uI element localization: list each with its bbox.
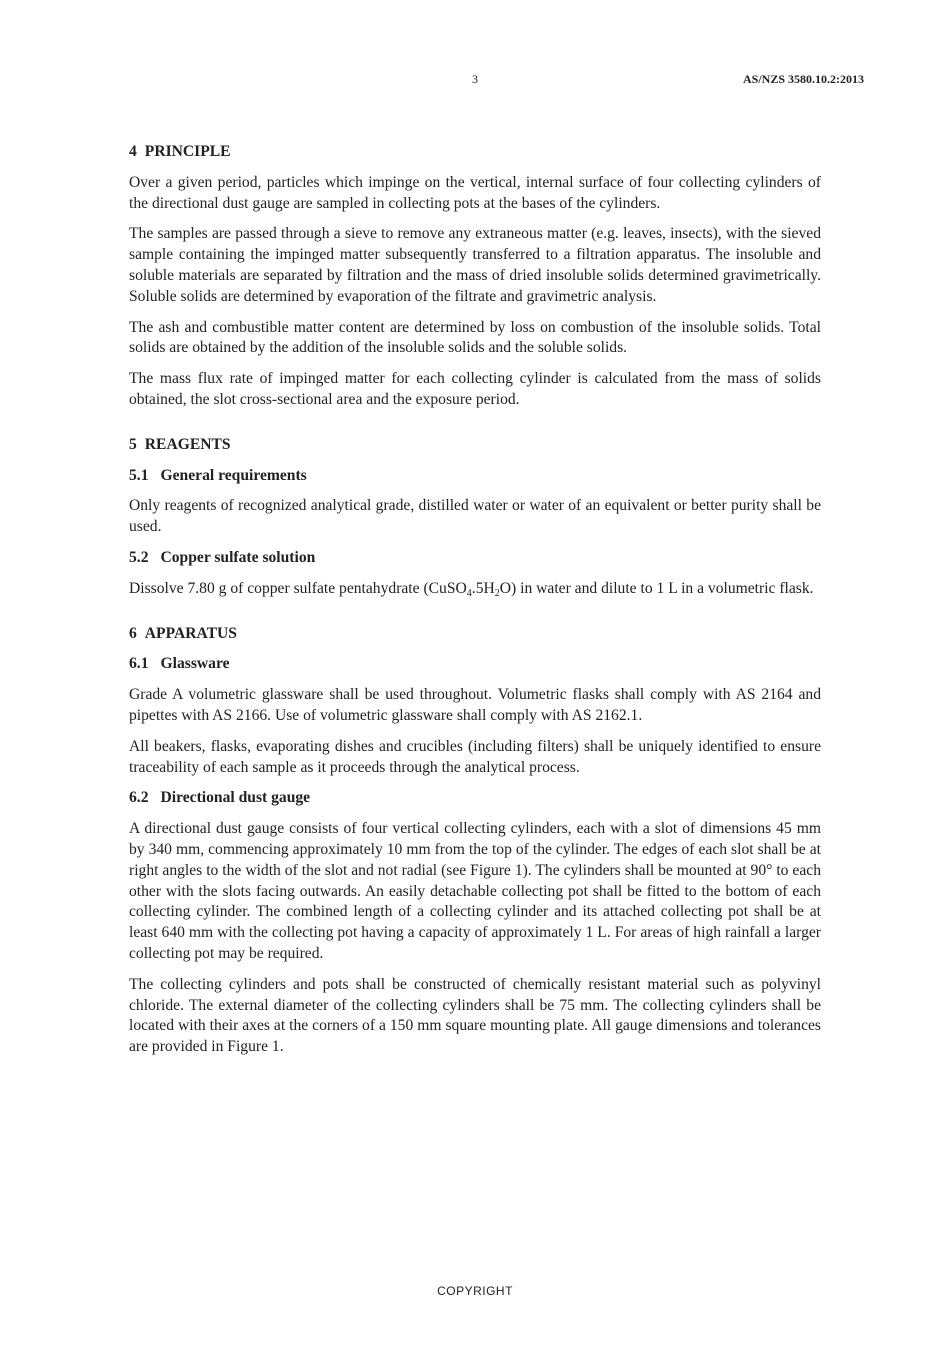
subscript: 2 (494, 587, 500, 599)
subsection-number: 6.2 (129, 789, 149, 807)
subsection-6-1-heading (129, 654, 821, 675)
paragraph: A directional dust gauge consists of four vertical collecting cylinders, each with a slot of dimensions 45 mm by 340 mm, commencing approximately 10 mm from the top of the cylinder. The edges of each slot shall be at right angles to the width of the slot and not radial (see Figure 1). The cylinders shall be mounted at 90° to each other with the slots facing outwards. An easily detachable collecting pot shall be fitted to the bottom of each collecting cylinder. The combined length of a collecting cylinder and its attached collecting pot shall be at least 640 mm with the collecting pot having a capacity of approximately 1 L. For areas of high rainfall a larger collecting pot may be required. (129, 820, 821, 962)
subsection-5-1-heading (129, 466, 821, 487)
paragraph: Only reagents of recognized analytical grade, distilled water or water of an equivalent or better purity shall be used. (129, 497, 821, 536)
subsection-title: General requirements (160, 466, 307, 484)
section-4-heading (129, 142, 821, 163)
subsection-title: Glassware (160, 655, 230, 673)
subsection-number: 5.2 (129, 548, 149, 566)
paragraph: The collecting cylinders and pots shall be constructed of chemically resistant material such as polyvinyl chloride. The external diameter of the collecting cylinders shall be 75 mm. The collecting cylinders shall be located with their axes at the corners of a 150 mm square mounting plate. All gauge dimensions and tolerances are provided in Figure 1. (129, 975, 821, 1056)
paragraph: All beakers, flasks, evaporating dishes and crucibles (including filters) shall be uniquely identified to ensure traceability of each sample as it proceeds through the analytical process. (129, 737, 821, 776)
section-title: PRINCIPLE (144, 143, 231, 160)
section-number: 5 (129, 435, 137, 453)
copyright-footer: COPYRIGHT (437, 1284, 513, 1298)
subsection-number: 5.1 (129, 466, 149, 484)
text-run: .5H (471, 579, 495, 597)
section-title: APPARATUS (144, 624, 237, 642)
subsection-number: 6.1 (129, 655, 149, 673)
paragraph: Grade A volumetric glassware shall be used throughout. Volumetric flasks shall comply with AS 2164 and pipettes with AS 2166. Use of volumetric glassware shall comply with AS 2162.1. (129, 686, 821, 724)
section-title: REAGENTS (144, 435, 231, 453)
section-number: 6 (129, 624, 137, 642)
paragraph: The samples are passed through a sieve to remove any extraneous matter (e.g. leaves, insects), with the sieved sample containing the impinged matter subsequently transferred to a filtration apparatus. The insoluble and soluble materials are separated by filtration and the mass of dried insoluble solids determined gravimetrically. Soluble solids are determined by evaporation of the filtrate and gravimetric analysis. (129, 225, 821, 305)
subsection-5-2-heading (129, 548, 821, 569)
paragraph-copper-sulfate (129, 579, 821, 600)
paragraph: The ash and combustible matter content are determined by loss on combustion of the insoluble solids. Total solids are obtained by the addition of the insoluble solids and the soluble solids. (129, 318, 821, 357)
subsection-6-2-heading (129, 788, 821, 809)
document-body (129, 142, 821, 1068)
text-run: Dissolve 7.80 g of copper sulfate pentahydrate (CuSO (129, 579, 467, 597)
text-run: O) in water and dilute to 1 L in a volumetric flask. (499, 579, 814, 597)
subsection-title: Directional dust gauge (160, 789, 311, 807)
subsection-title: Copper sulfate solution (160, 548, 316, 566)
subscript: 4 (466, 587, 472, 599)
section-number: 4 (129, 143, 137, 160)
paragraph: Over a given period, particles which impinge on the vertical, internal surface of four collecting cylinders of the directional dust gauge are sampled in collecting pots at the bases of the cylinders. (129, 173, 821, 212)
section-5-heading (129, 435, 821, 456)
section-6-heading (129, 624, 821, 645)
document-identifier: AS/NZS 3580.10.2:2013 (742, 72, 864, 86)
page-number: 3 (472, 72, 478, 86)
paragraph: The mass flux rate of impinged matter for each collecting cylinder is calculated from the mass of solids obtained, the slot cross-sectional area and the exposure period. (129, 370, 821, 408)
